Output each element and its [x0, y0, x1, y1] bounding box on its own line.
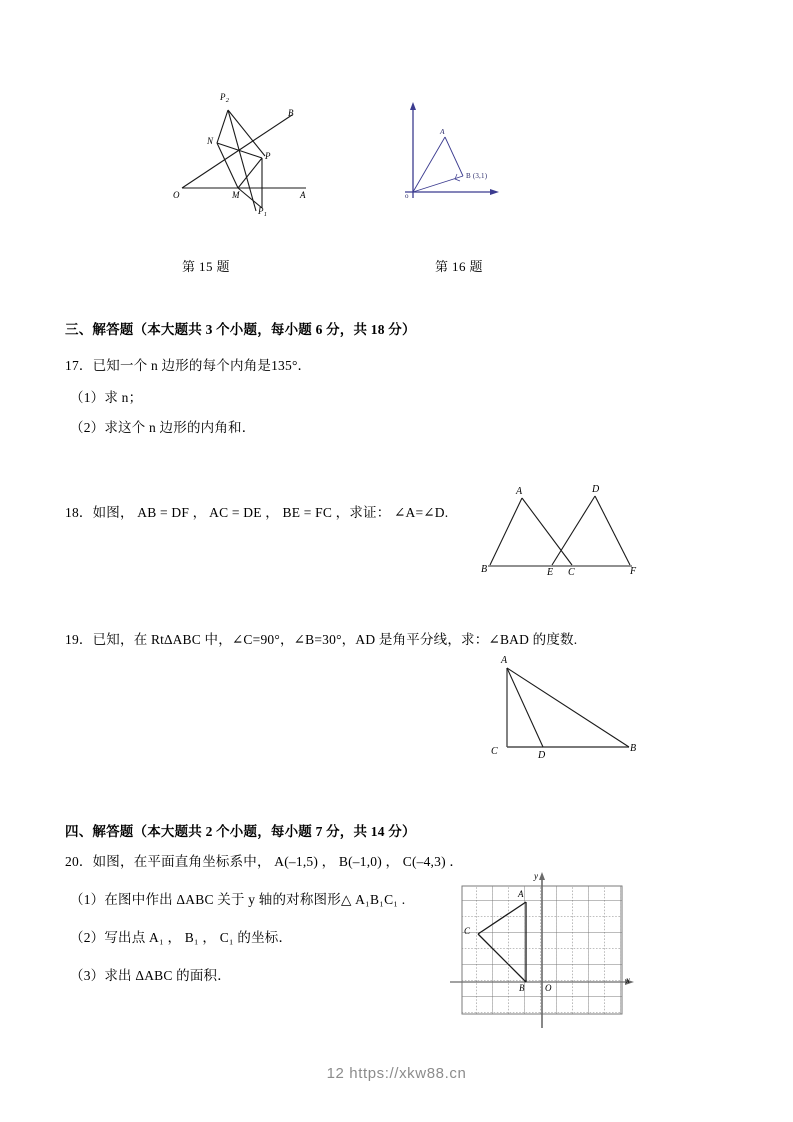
figure-15-label-p2: $P_2$	[220, 92, 230, 104]
section-4-heading: 四、解答题（本大题共 2 个小题，每小题 7 分，共 14 分）	[65, 824, 416, 839]
figure-15-label-o: O	[173, 190, 180, 200]
figure-18-label-e: E	[547, 567, 554, 578]
figure-20-label-a: A	[518, 889, 524, 899]
figure-20-label-b: B	[519, 983, 525, 993]
question-20-part-1: （1）在图中作出 ΔABC 关于 y 轴的对称图形△ A₁B₁C₁ .	[70, 892, 406, 907]
section-3-heading: 三、解答题（本大题共 3 个小题，每小题 6 分，共 18 分）	[65, 322, 416, 337]
figure-20-label-y-axis: y	[534, 871, 539, 881]
figure-18	[480, 482, 645, 582]
question-20-part-2: （2）写出点 A₁ ， B₁ ， C₁ 的坐标．	[70, 930, 293, 945]
figure-18-label-b: B	[481, 564, 488, 575]
question-17-part-2: （2）求这个 n 边形的内角和．	[70, 420, 256, 435]
figure-15-label-p1: $P_1$	[258, 206, 268, 218]
figure-19-label-c: C	[491, 746, 498, 757]
figure-15	[170, 92, 320, 226]
figure-19-svg	[485, 655, 645, 765]
figure-15-label-a: A	[300, 190, 306, 200]
figure-15-label-n: N	[207, 136, 214, 146]
question-20-stem: 20．如图，在平面直角坐标系中， A(–1,5) ， B(–1,0) ， C(–4,3) ．	[65, 854, 464, 869]
figure-16-caption: 第 16 题	[435, 259, 483, 274]
question-17-stem: 17．已知一个 n 边形的每个内角是135°．	[65, 358, 312, 373]
figure-15-caption: 第 15 题	[182, 259, 230, 274]
figure-15-label-p: P	[265, 151, 271, 161]
figure-15-svg	[170, 96, 320, 226]
figure-18-label-f: F	[630, 566, 637, 577]
figure-16-label-origin: o	[405, 192, 409, 200]
figure-16-label-a: A	[440, 127, 445, 136]
figure-19-label-b: B	[630, 743, 637, 754]
question-20-part-3: （3）求出 ΔABC 的面积．	[70, 968, 231, 983]
figure-15-label-m: M	[232, 190, 240, 200]
figure-20-label-x-axis: x	[626, 975, 631, 985]
figure-20-label-origin: O	[545, 983, 552, 993]
question-17-part-1: （1）求 n；	[70, 390, 143, 405]
figure-20-svg	[428, 868, 638, 1036]
figure-18-label-d: D	[592, 484, 600, 495]
figure-16-label-b: B (3,1)	[466, 172, 488, 180]
figure-19-label-d: D	[538, 750, 546, 761]
figure-18-label-c: C	[568, 567, 575, 578]
figure-16-svg	[395, 100, 505, 210]
figure-15-label-b: B	[288, 108, 294, 118]
page-footer: 12 https://xkw88.cn	[326, 1065, 467, 1082]
question-19-stem: 19．已知，在 Rt∆ABC 中，∠C=90°，∠B=30°，AD 是角平分线，求：∠BAD 的度数.	[65, 632, 578, 647]
figure-18-label-a: A	[516, 486, 523, 497]
figure-16	[395, 100, 505, 210]
figure-19-label-a: A	[501, 655, 508, 666]
figure-20-label-c: C	[464, 926, 471, 936]
figure-19	[485, 655, 645, 765]
figure-20-coordinate-grid	[428, 868, 638, 1036]
figure-18-svg	[480, 482, 645, 582]
question-18-stem: 18．如图， AB = DF ， AC = DE ， BE = FC ，求证： ∠A=∠D.	[65, 505, 449, 520]
